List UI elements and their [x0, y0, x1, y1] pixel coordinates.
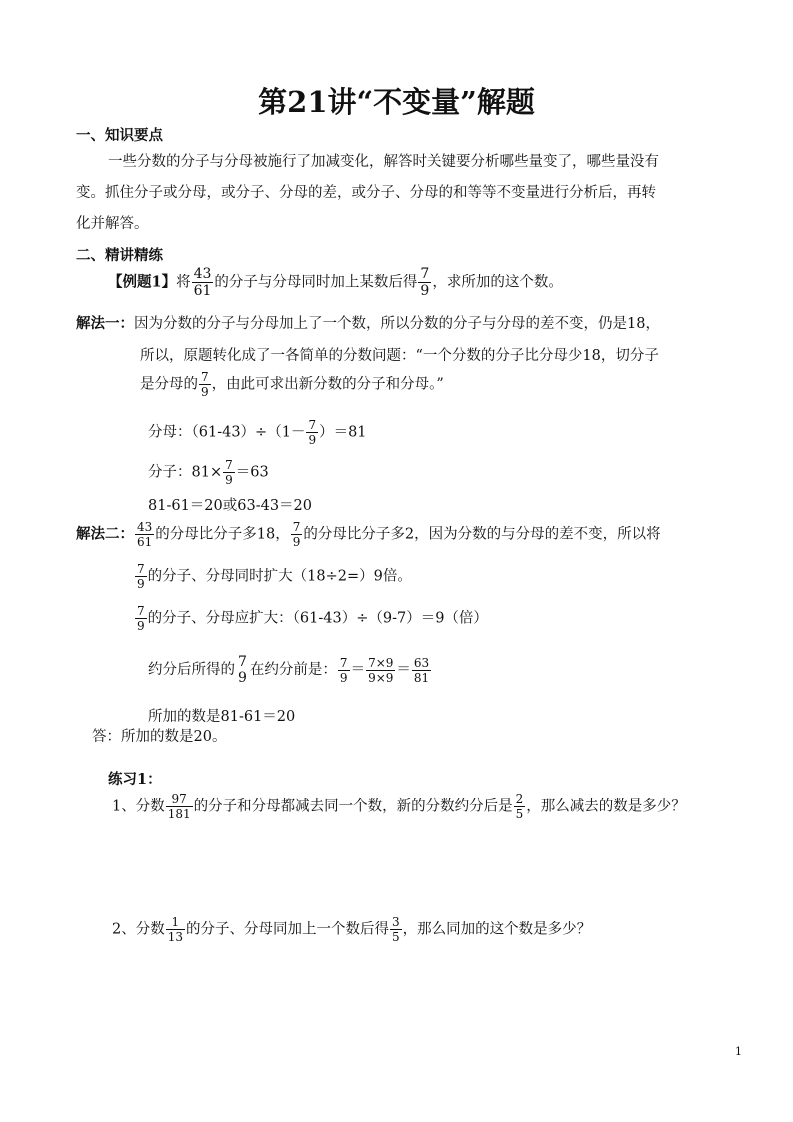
- numerator: 7: [339, 655, 348, 670]
- denominator: 9×9: [368, 670, 394, 685]
- denominator: 9: [137, 619, 145, 633]
- calc-denominator: [148, 418, 367, 447]
- numerator: 2: [515, 792, 524, 806]
- denominator: 9: [292, 535, 301, 549]
- denominator: 5: [515, 807, 524, 821]
- method-1-line-2: 所以，原题转化成了一各简单的分数问题：“一个分数的分子比分母少18，切分子: [140, 348, 659, 364]
- denominator: 9: [201, 385, 209, 399]
- method-2-line-3: [134, 604, 488, 633]
- text: 约分后所得的: [148, 662, 235, 678]
- paragraph-line: 化并解答。: [76, 216, 149, 232]
- numerator: 3: [392, 915, 400, 929]
- fraction: [412, 656, 431, 685]
- section-heading-practice: 二、精讲精练: [76, 247, 163, 264]
- method-1-label: 解法一：: [76, 315, 134, 332]
- method-2-label: 解法二：: [76, 525, 134, 543]
- text: 的分母比分子多2，因为分数的与分母的差不变，所以将: [303, 526, 661, 543]
- fraction: [192, 266, 214, 299]
- denominator: 9: [308, 433, 317, 447]
- fraction: [514, 792, 526, 821]
- equals: ＝: [396, 662, 411, 678]
- text: 因为分数的分子与分母加上了一个数，所以分数的分子与分母的差不变，仍是18，: [134, 316, 660, 332]
- method-2-line-1: [76, 520, 661, 549]
- page-number: 1: [735, 1045, 742, 1058]
- denominator: 5: [392, 930, 400, 944]
- denominator: 61: [193, 283, 212, 299]
- fraction: [223, 458, 235, 487]
- denominator: 9: [225, 473, 233, 487]
- section-heading-key-points: 一、知识要点: [76, 127, 163, 144]
- text: 的分子与分母同时加上某数后得: [214, 274, 418, 291]
- text: 2、分数: [112, 921, 165, 938]
- text: 在约分前是：: [249, 662, 337, 678]
- page-title: 第21讲“不变量”解题: [258, 85, 535, 119]
- numerator: 7: [137, 604, 145, 618]
- method-2-line-5: 所加的数是81-61＝20: [148, 709, 296, 725]
- numerator: 7: [292, 520, 301, 534]
- method-2-line-2: [134, 562, 412, 591]
- method-1-line-3: [140, 370, 444, 399]
- numerator: 7: [420, 266, 430, 282]
- fraction: [166, 915, 185, 944]
- fraction: [338, 656, 350, 685]
- denominator: 61: [137, 535, 153, 549]
- fraction: [236, 654, 249, 686]
- text: ，求所加的这个数。: [432, 274, 563, 291]
- numerator: 7: [201, 370, 209, 384]
- denominator: 9: [339, 670, 348, 685]
- text: ，那么同加的这个数是多少？: [402, 921, 592, 938]
- numerator: 7: [308, 418, 317, 432]
- text: 的分母比分子多18，: [155, 526, 290, 543]
- denominator: 81: [413, 670, 430, 685]
- fraction: [135, 604, 147, 633]
- denominator: 13: [167, 930, 184, 944]
- numerator: 7: [225, 458, 233, 472]
- text: ，那么减去的数是多少？: [526, 798, 686, 815]
- numerator: 7×9: [368, 655, 394, 670]
- text: 是分母的: [140, 376, 198, 393]
- fraction: [199, 370, 211, 399]
- answer: 答：所加的数是20。: [92, 729, 227, 745]
- text: 分子：81×: [148, 464, 223, 481]
- fraction: [291, 520, 303, 549]
- numerator: 7: [137, 562, 145, 576]
- paragraph-line: 变。抓住分子或分母，或分子、分母的差，或分子、分母的和等等不变量进行分析后，再转: [76, 185, 656, 201]
- fraction: [390, 915, 402, 944]
- text: 的分子、分母同时扩大（18÷2=）9倍。: [147, 568, 412, 585]
- fraction: [418, 266, 431, 299]
- text: 1、分数: [112, 798, 165, 815]
- numerator: 97: [171, 792, 187, 806]
- fraction: [135, 520, 154, 549]
- method-2-line-4: [148, 654, 432, 686]
- text: ，由此可求出新分数的分子和分母。”: [211, 376, 444, 393]
- practice-question-1: [112, 792, 686, 821]
- denominator: 9: [137, 577, 145, 591]
- practice-heading: 练习1：: [108, 771, 162, 788]
- fraction: [306, 418, 318, 447]
- fraction: [166, 792, 193, 821]
- denominator: 9: [420, 283, 430, 299]
- example-1: [108, 266, 563, 299]
- numerator: 1: [171, 915, 180, 929]
- text: ）＝81: [319, 424, 367, 441]
- text: 分母：（61-43）÷（1－: [148, 424, 306, 441]
- numerator: 43: [137, 520, 153, 534]
- equals: ＝: [350, 662, 366, 678]
- denominator: 181: [167, 807, 191, 821]
- method-1-line-1: [76, 314, 660, 334]
- text: 的分子、分母同加上一个数后得: [186, 921, 390, 938]
- text: ＝63: [235, 464, 269, 481]
- text: 将: [176, 274, 191, 291]
- calc-result: 81-61＝20或63-43＝20: [148, 498, 313, 514]
- calc-numerator: [148, 458, 269, 487]
- numerator: 63: [413, 655, 430, 670]
- paragraph-line: 一些分数的分子与分母被施行了加减变化，解答时关键要分析哪些量变了，哪些量没有: [108, 154, 659, 170]
- example-label: 【例题1】: [108, 273, 177, 291]
- fraction: [135, 562, 147, 591]
- numerator: 7: [238, 654, 247, 670]
- fraction: [366, 656, 395, 685]
- denominator: 9: [238, 670, 247, 686]
- text: 的分子、分母应扩大：（61-43）÷（9-7）＝9（倍）: [147, 610, 488, 627]
- numerator: 43: [193, 266, 212, 282]
- practice-question-2: [112, 915, 591, 944]
- text: 的分子和分母都减去同一个数，新的分数约分后是: [193, 798, 513, 815]
